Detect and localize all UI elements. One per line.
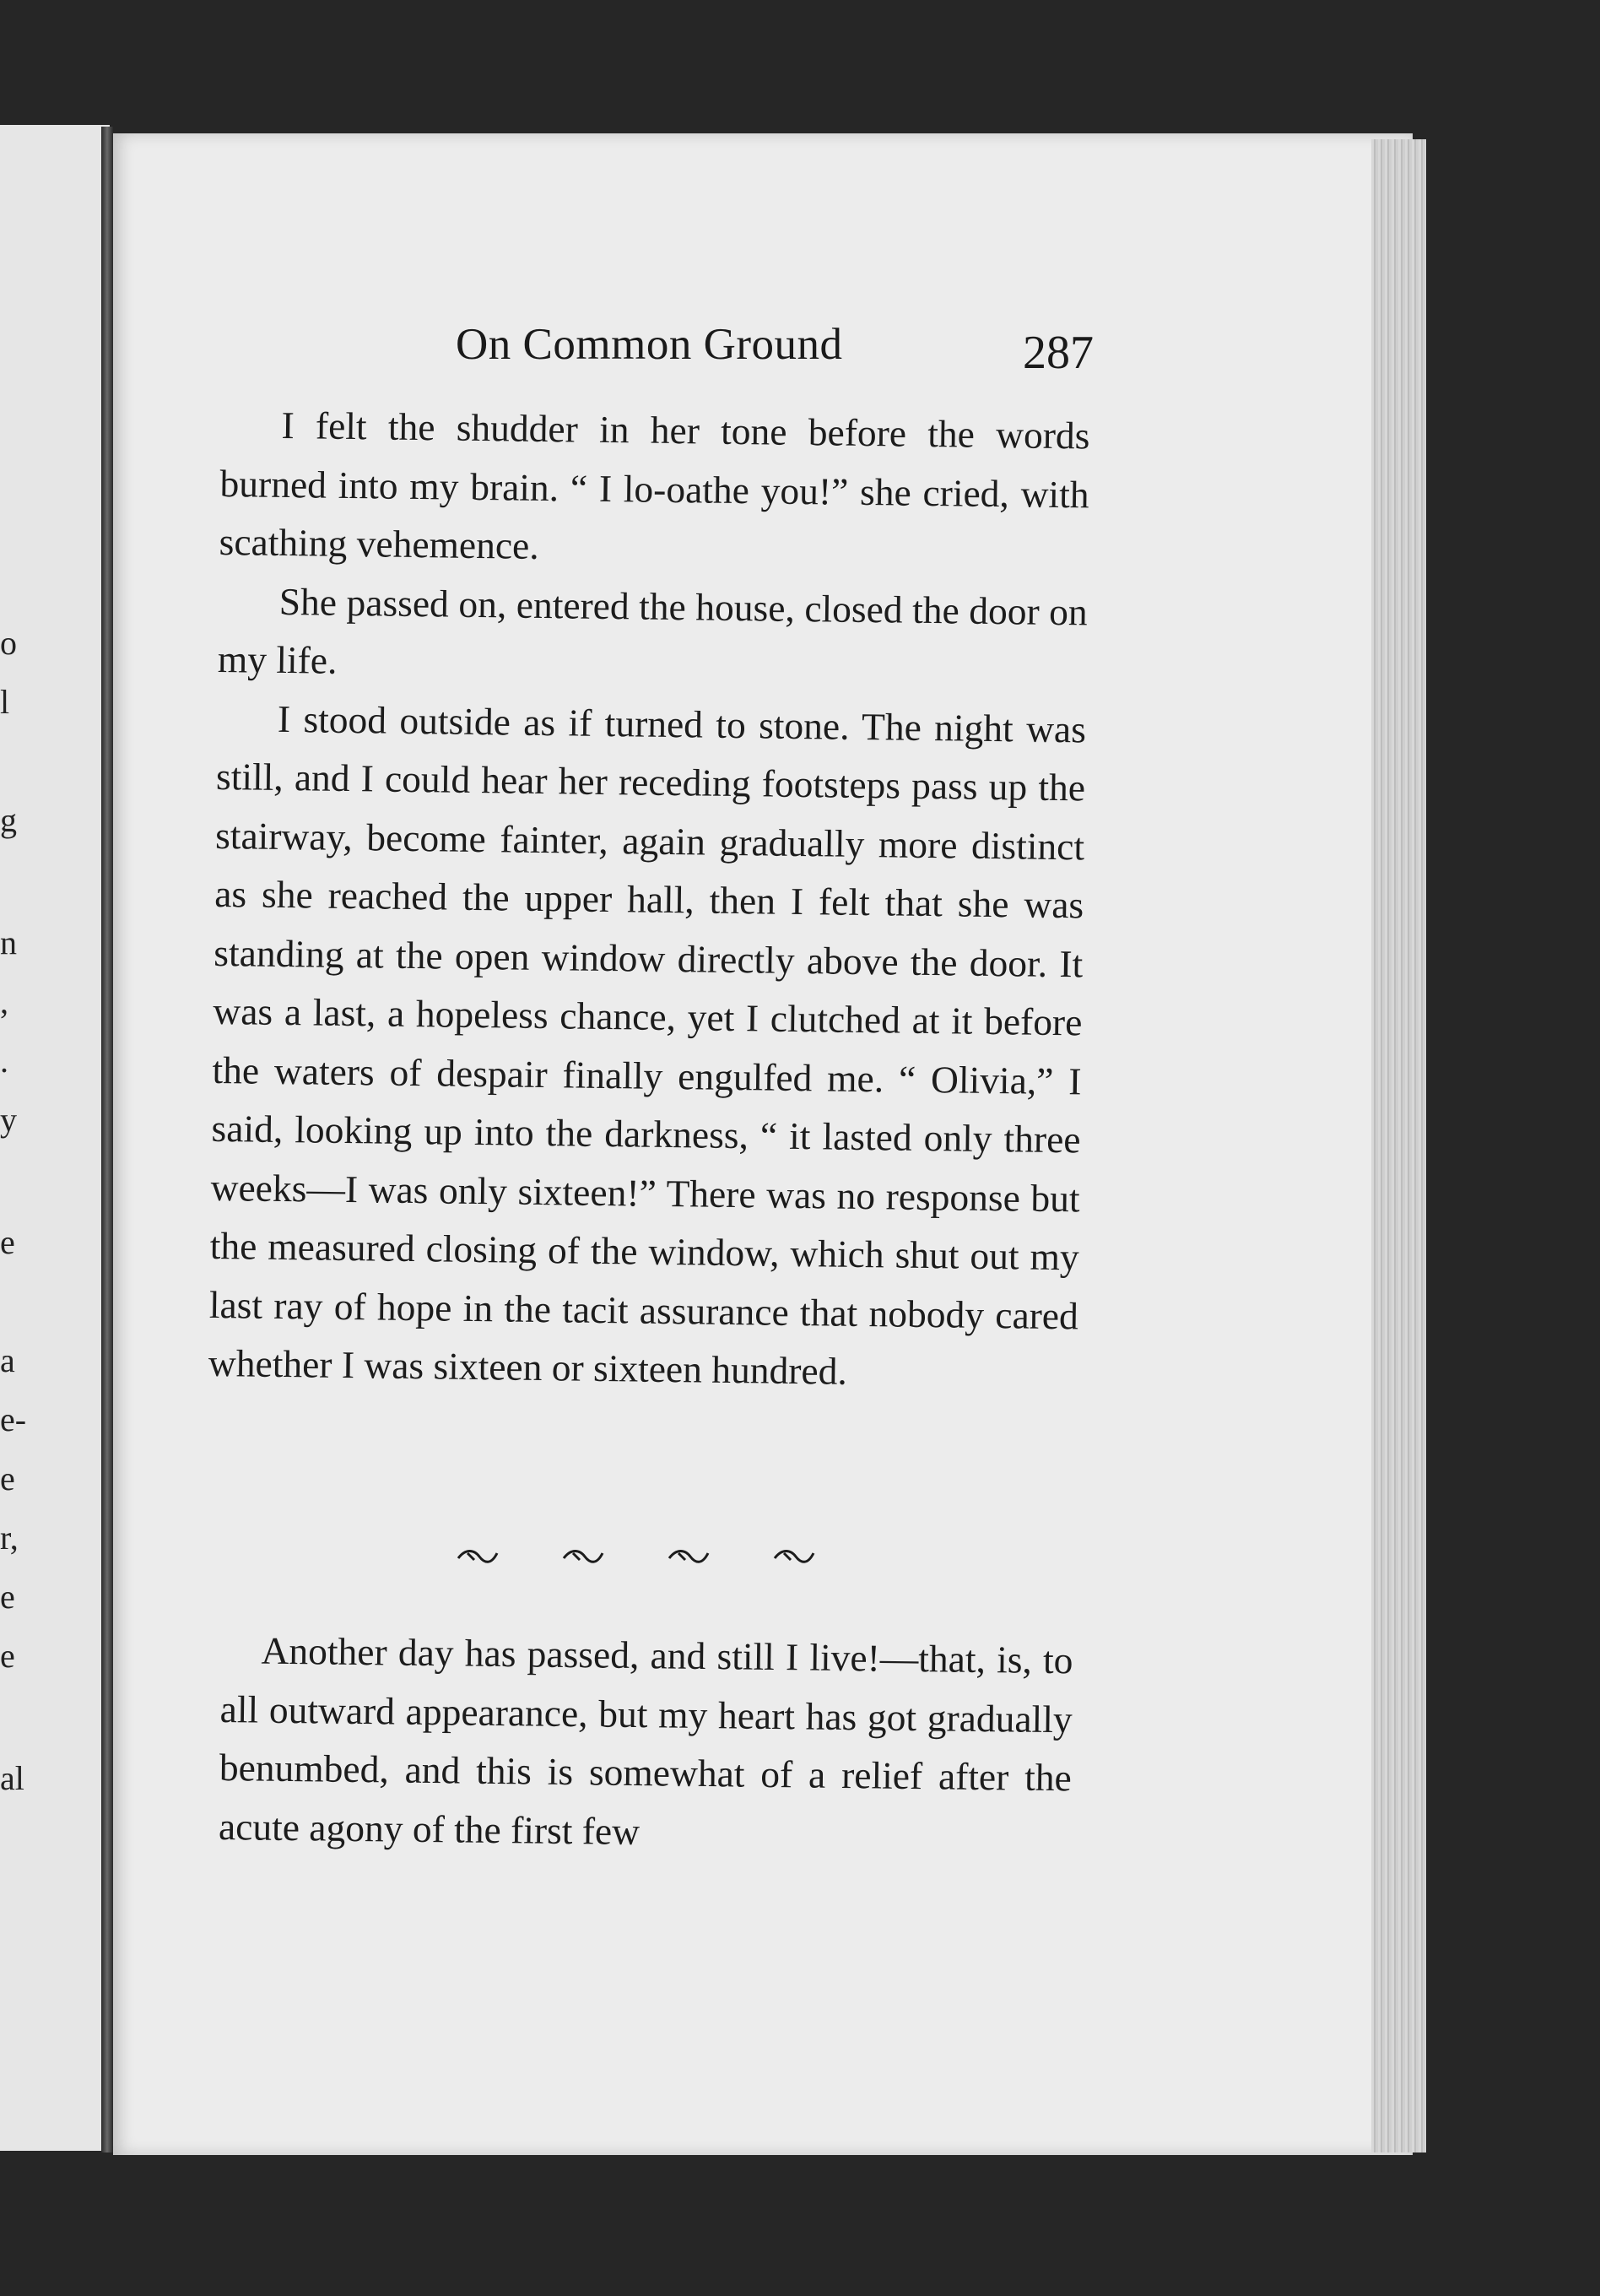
ornament-icon (772, 1543, 816, 1570)
paragraph: I felt the shudder in her tone before the words burned into my brain. “ I lo-oathe you!” she cried, with scathing vehemence. (219, 403, 1090, 567)
left-page-char: l (0, 683, 10, 721)
left-page-char: e (0, 1578, 15, 1616)
left-page-char: o (0, 624, 17, 662)
running-head: On Common Ground (456, 320, 843, 369)
left-page-char: y (0, 1101, 17, 1139)
page-number: 287 (1023, 327, 1094, 379)
paragraph: She passed on, entered the house, closed the door on my life. (217, 579, 1089, 682)
book-gutter (101, 127, 113, 2152)
paragraph: I stood outside as if turned to stone. The night was still, and I could hear her receding footsteps pass up the stairway, become fainter, again gradually more distinct as she reached the upper hall, then I felt that she was standing at the open window directly above the door. It was a last, a hopeless chance, yet I clutched at it before the waters of despair finally engulfed me. “ Olivia,” I said, looking up into the darkness, “ it lasted only three weeks—I was only sixteen!” There was no response but the measured closing of the window, which shut out my last ray of hope in the tacit assurance that nobody cared whether I was sixteen or sixteen hundred. (208, 696, 1087, 1393)
left-page-char: n (0, 923, 17, 961)
left-page (0, 125, 110, 2151)
body-text (208, 395, 1090, 1404)
ornament-icon (456, 1543, 500, 1570)
ornament-icon (667, 1543, 711, 1570)
left-page-char: , (0, 983, 8, 1021)
left-page-char: e (0, 1459, 15, 1497)
left-page-char: e- (0, 1400, 27, 1438)
left-page-char: g (0, 801, 17, 839)
section-break-ornaments (456, 1543, 835, 1585)
paragraph: Another day has passed, and still I live!—that, is, to all outward appearance, but my heart has got gradually benumbed, and this is somewhat of a relief after the acute agony of the first few (218, 1628, 1073, 1853)
left-page-char: e (0, 1637, 15, 1675)
ornament-icon (561, 1543, 605, 1570)
body-text-continued (219, 1621, 1073, 1866)
left-page-char: a (0, 1341, 15, 1379)
page-edges (1371, 139, 1426, 2152)
left-page-char: e (0, 1223, 15, 1261)
left-page-char: . (0, 1042, 8, 1080)
left-page-char: al (0, 1759, 24, 1797)
left-page-char: r, (0, 1519, 19, 1557)
